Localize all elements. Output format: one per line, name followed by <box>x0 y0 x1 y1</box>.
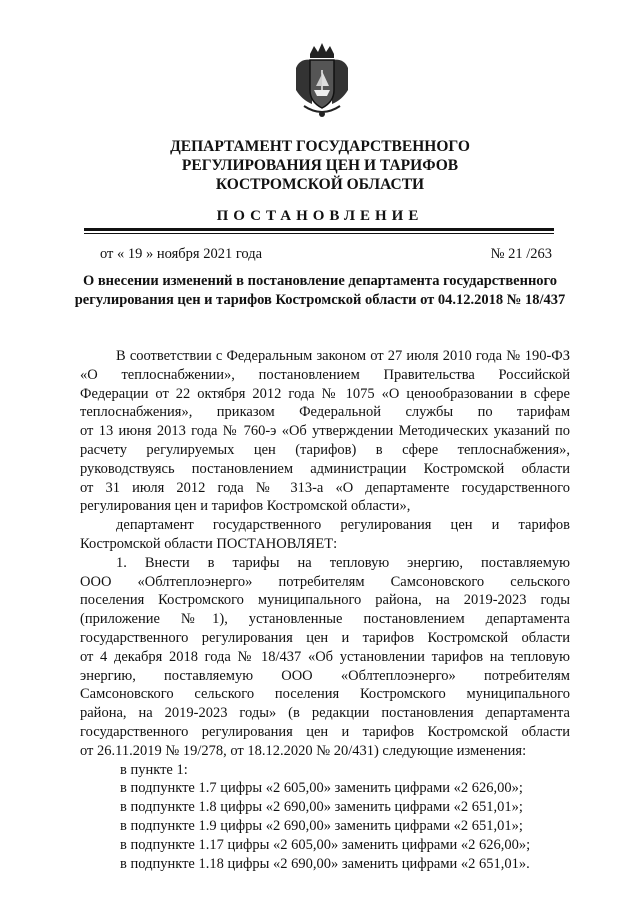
body-line: государственного регулирования цен и тарифов Костромской области <box>80 723 570 740</box>
body-line: в подпункте 1.18 цифры «2 690,00» заменить цифрами «2 651,01». <box>120 855 530 872</box>
body-line: департамент государственного регулирования цен и тарифов <box>116 517 570 534</box>
body-line: (приложение №1), установленные постановлением департамента <box>80 611 570 628</box>
body-line: руководствуясь постановлением администрации Костромской области <box>80 460 570 477</box>
body-line: 1. Внести в тарифы на тепловую энергию, поставляемую <box>116 554 570 571</box>
body-line: Костромской области ПОСТАНОВЛЯЕТ: <box>80 535 338 552</box>
body-line: от 13 июня 2013 года № 760-э «Об утверждении Методических указаний по <box>80 423 570 440</box>
title-line: О внесении изменений в постановление департамента государственного <box>82 273 558 289</box>
department-name <box>0 137 640 194</box>
body-line: поселения Костромского муниципального района, на 2019-2023 годы <box>80 592 570 609</box>
body-line: в подпункте 1.17 цифры «2 605,00» заменить цифрами «2 626,00»; <box>120 836 531 853</box>
body-line: в подпункте 1.7 цифры «2 605,00» заменить цифрами «2 626,00»; <box>120 780 523 797</box>
header-divider-thick <box>84 228 554 231</box>
body-line: от 31 июля 2012 года № 313-а «О департаменте государственного <box>80 479 570 496</box>
department-line: КОСТРОМСКОЙ ОБЛАСТИ <box>215 176 425 193</box>
document-date: от « 19 » ноября 2021 года <box>100 246 263 262</box>
body-line: Федерации от 22 октября 2012 года № 1075 «О ценообразовании в сфере <box>80 385 570 402</box>
document-type-heading: ПОСТАНОВЛЕНИЕ <box>216 208 424 224</box>
body-line: в подпункте 1.9 цифры «2 690,00» заменить цифрами «2 651,01»; <box>120 817 523 834</box>
body-line: регулирования цен и тарифов Костромской области», <box>80 498 411 515</box>
coat-of-arms-icon <box>290 40 354 120</box>
document-title <box>70 272 570 310</box>
body-line: района, на 2019-2023 годы» (в редакции постановления департамента <box>80 705 570 722</box>
header-divider-thin <box>84 233 554 234</box>
department-line: РЕГУЛИРОВАНИЯ ЦЕН И ТАРИФОВ <box>181 157 459 174</box>
body-line: расчету регулируемых цен (тарифов) в сфере теплоснабжения», <box>80 441 570 458</box>
body-line: от 26.11.2019 № 19/278, от 18.12.2020 № 20/431) следующие изменения: <box>80 742 527 759</box>
body-line: в подпункте 1.8 цифры «2 690,00» заменить цифрами «2 651,01»; <box>120 799 523 816</box>
body-line: в пункте 1: <box>120 761 188 778</box>
body-line: В соответствии с Федеральным законом от 27 июля 2010 года № 190-ФЗ <box>116 348 570 364</box>
body-line: от 4 декабря 2018 года № 18/437 «Об установлении тарифов на тепловую <box>80 648 570 665</box>
title-line: регулирования цен и тарифов Костромской области от 04.12.2018 № 18/437 <box>74 292 566 308</box>
body-line: «О теплоснабжении», постановлением Правительства Российской <box>80 366 570 383</box>
document-body <box>80 347 570 873</box>
document-number: № 21 /263 <box>490 246 552 262</box>
body-line: ООО «Облтеплоэнерго» потребителям Самсоновского сельского <box>80 573 570 590</box>
body-line: Самсоновского сельского поселения Костромского муниципального <box>80 686 570 703</box>
body-line: государственного регулирования цен и тарифов Костромской области <box>80 629 570 646</box>
department-line: ДЕПАРТАМЕНТ ГОСУДАРСТВЕННОГО <box>170 138 470 155</box>
body-line: энергию, поставляемую ООО «Облтеплоэнерго» потребителям <box>80 667 570 684</box>
body-line: теплоснабжения», приказом Федеральной службы по тарифам <box>80 404 570 421</box>
